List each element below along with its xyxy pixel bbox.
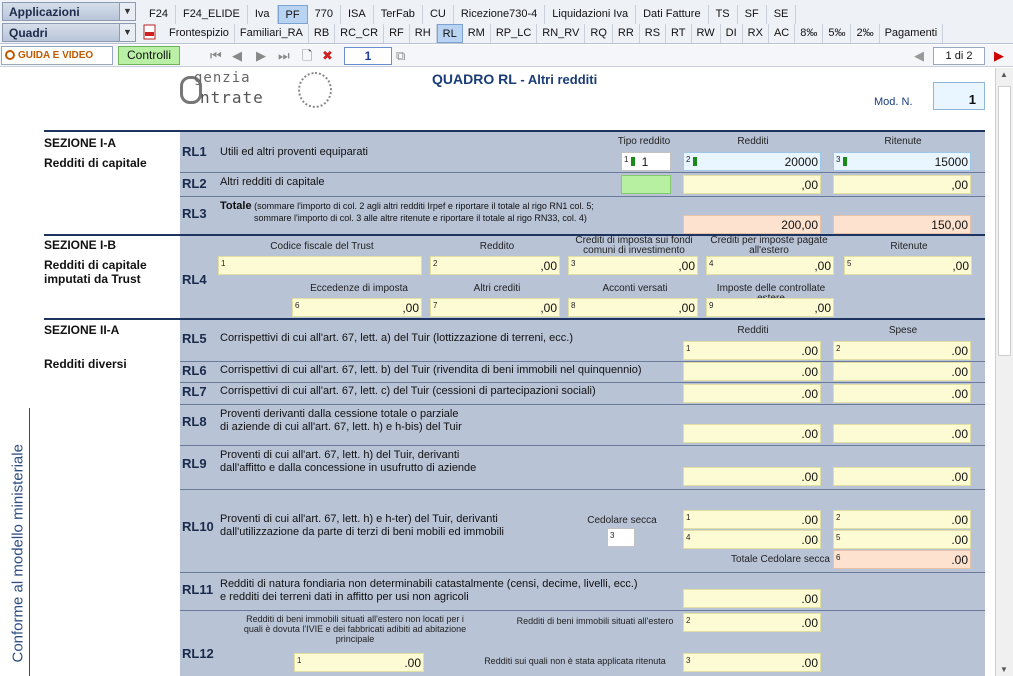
row-code-rl1: RL1	[182, 144, 207, 159]
top-toolbar	[0, 0, 1013, 44]
row-divider	[180, 172, 985, 173]
quadro-tab-ac[interactable]: AC	[769, 24, 795, 43]
scrollbar-thumb[interactable]	[998, 86, 1011, 356]
tab-sf[interactable]: SF	[738, 5, 767, 24]
quadri-select[interactable]	[2, 23, 136, 42]
quadri-tabs	[164, 23, 943, 43]
quadro-tab-rh[interactable]: RH	[410, 24, 437, 43]
chevron-down-icon[interactable]: ▼	[119, 3, 135, 20]
quadro-tab-rf[interactable]: RF	[384, 24, 410, 43]
rl6-redditi-field[interactable]: .00	[683, 362, 821, 381]
quadro-tab-rw[interactable]: RW	[692, 24, 721, 43]
quadro-tab-rc-cr[interactable]: RC_CR	[335, 24, 384, 43]
rl1-redditi-field[interactable]: 2 20000	[683, 152, 821, 171]
page-number-input[interactable]: 1	[344, 47, 392, 65]
row-label-rl3: Totale (sommare l'importo di col. 2 agli altri redditi Irpef e riportare il totale al rigo RN1 col. 5; sommare l'importo di col. 3 alle altre ritenute e riportare il totale al rigo RN33, col. 4)	[220, 200, 594, 223]
rl8-redditi-field[interactable]: .00	[683, 424, 821, 443]
rl12-non-ritenuta-field[interactable]: 3 .00	[683, 653, 821, 672]
quadro-tab-rn-rv[interactable]: RN_RV	[537, 24, 585, 43]
tab-dati-fatture[interactable]: Dati Fatture	[636, 5, 708, 24]
tab-pf[interactable]: PF	[278, 5, 308, 24]
quadro-tab-rq[interactable]: RQ	[585, 24, 613, 43]
header-altri-crediti: Altri crediti	[473, 283, 521, 294]
quadro-tab-rm[interactable]: RM	[463, 24, 491, 43]
applicazioni-select[interactable]	[2, 2, 136, 21]
rl7-spese-field[interactable]: .00	[833, 384, 971, 403]
rl4-altri-crediti-field[interactable]: 7 ,00	[430, 298, 560, 317]
row-label-rl10: Proventi di cui all'art. 67, lett. h) e h-ter) del Tuir, derivanti dall'utilizzazione da parte di terzi di beni mobili ed immobili	[220, 513, 504, 538]
tab-terfab[interactable]: TerFab	[374, 5, 423, 24]
rl6-spese-field[interactable]: .00	[833, 362, 971, 381]
rl10-redditi-field-4[interactable]: 4 .00	[683, 530, 821, 549]
row-divider	[180, 445, 985, 446]
quadro-rl-form	[0, 68, 995, 676]
quadro-tab-rl[interactable]: RL	[437, 24, 463, 43]
header-tipo-reddito: Tipo reddito	[617, 136, 671, 147]
row-label-rl5: Corrispettivi di cui all'art. 67, lett. a) del Tuir (lottizzazione di terreni, ecc.)	[220, 332, 574, 344]
rl1-tipo-field[interactable]: 1 1	[621, 152, 671, 171]
row-label-rl7: Corrispettivi di cui all'art. 67, lett. c) del Tuir (cessioni di partecipazioni sociali)	[220, 385, 596, 397]
rl2-redditi-field[interactable]: ,00	[683, 175, 821, 194]
tab-se[interactable]: SE	[767, 5, 797, 24]
form-toolbar	[0, 45, 1013, 67]
tab-770[interactable]: 770	[308, 5, 341, 24]
rl4-reddito-field[interactable]: 2 ,00	[430, 256, 560, 275]
quadro-tab-rr[interactable]: RR	[613, 24, 640, 43]
row-divider	[180, 489, 985, 490]
rl4-imposte-controllate-field[interactable]: 9 ,00	[706, 298, 834, 317]
row-code-rl10: RL10	[182, 519, 214, 534]
rl2-ritenute-field[interactable]: ,00	[833, 175, 971, 194]
chevron-down-icon[interactable]: ▼	[119, 24, 135, 41]
guida-label: GUIDA E VIDEO	[18, 50, 94, 61]
applicazioni-label: Applicazioni	[9, 5, 80, 19]
section-2a-title: SEZIONE II-A Redditi diversi	[44, 323, 127, 371]
controlli-button[interactable]	[118, 46, 180, 65]
header-cedolare-secca: Cedolare secca	[587, 515, 657, 526]
rl4-eccedenze-field[interactable]: 6 ,00	[292, 298, 422, 317]
logo-text-1: genzia	[194, 70, 251, 86]
tab-iva[interactable]: Iva	[248, 5, 278, 24]
rl8-spese-field[interactable]: .00	[833, 424, 971, 443]
tab-cu[interactable]: CU	[423, 5, 454, 24]
row-divider	[180, 196, 985, 197]
rl1-ritenute-field[interactable]: 3 15000	[833, 152, 971, 171]
rl4-ritenute-field[interactable]: 5 ,00	[844, 256, 972, 275]
quadro-tab-5-[interactable]: 5‰	[823, 24, 851, 43]
quadro-tab-di[interactable]: DI	[721, 24, 743, 43]
row-code-rl2: RL2	[182, 176, 207, 191]
pdf-icon[interactable]	[142, 24, 158, 40]
row-code-rl7: RL7	[182, 384, 207, 399]
first-page-icon[interactable]: ⏮	[210, 48, 222, 63]
rl11-redditi-field[interactable]: .00	[683, 589, 821, 608]
rl10-redditi-field-1[interactable]: 1 .00	[683, 510, 821, 529]
page-of-indicator: 1 di 2	[933, 47, 985, 65]
row-label-rl9: Proventi di cui all'art. 67, lett. h) del Tuir, derivanti dall'affitto e dalla concessione in usufrutto di aziende	[220, 449, 477, 474]
row-code-rl6: RL6	[182, 363, 207, 378]
tab-liquidazioni-iva[interactable]: Liquidazioni Iva	[545, 5, 636, 24]
header-rl12-col2: Redditi di beni immobili situati all'estero	[516, 616, 674, 626]
row-label-rl6: Corrispettivi di cui all'art. 67, lett. b) del Tuir (rivendita di beni immobili nel quinquennio)	[220, 364, 642, 376]
header-cf-trust: Codice fiscale del Trust	[270, 241, 374, 252]
next-module-icon[interactable]: ▶	[994, 48, 1004, 63]
rl3-ritenute-total: 150,00	[833, 215, 971, 234]
last-page-icon[interactable]: ⏭	[278, 48, 290, 63]
page-title: QUADRO RL - Altri redditi	[432, 71, 598, 87]
header-eccedenze: Eccedenze di imposta	[310, 283, 408, 294]
rl3-redditi-total: 200,00	[683, 215, 821, 234]
quadro-tab-rp-lc[interactable]: RP_LC	[491, 24, 537, 43]
row-code-rl11: RL11	[182, 582, 214, 597]
tab-f24-elide[interactable]: F24_ELIDE	[176, 5, 248, 24]
row-label-rl2: Altri redditi di capitale	[220, 176, 325, 188]
vertical-scrollbar[interactable]	[995, 68, 1013, 676]
rl9-redditi-field[interactable]: .00	[683, 467, 821, 486]
quadro-tab-8-[interactable]: 8‰	[795, 24, 823, 43]
delete-page-icon[interactable]: ✖	[322, 48, 333, 63]
rl4-crediti-fondi-field[interactable]: 3 ,00	[568, 256, 698, 275]
rl10-totale-cedolare-field: 6 .00	[833, 550, 971, 569]
controlli-label: Controlli	[126, 48, 171, 62]
row-code-rl4: RL4	[182, 272, 207, 287]
quadro-tab-pagamenti[interactable]: Pagamenti	[880, 24, 944, 43]
header-ritenute-trust: Ritenute	[890, 241, 928, 252]
mod-n-field[interactable]: 1	[933, 82, 985, 110]
rl2-tipo-field[interactable]	[621, 175, 671, 194]
header-spese: Spese	[888, 325, 918, 336]
quadro-tab-rx[interactable]: RX	[743, 24, 769, 43]
row-code-rl9: RL9	[182, 456, 207, 471]
rl12-ivie-field[interactable]: 1 .00	[294, 653, 424, 672]
section-1a-title: SEZIONE I-A Redditi di capitale	[44, 136, 147, 170]
scroll-up-icon[interactable]: ▲	[1000, 70, 1008, 79]
rl10-cedolare-checkbox[interactable]: 3	[607, 528, 635, 547]
header-reddito: Reddito	[479, 241, 515, 252]
rl5-redditi-field[interactable]: 1 .00	[683, 341, 821, 360]
quadro-tab-frontespizio[interactable]: Frontespizio	[164, 24, 235, 43]
module-tabs	[142, 4, 796, 24]
quadro-tab-rs[interactable]: RS	[640, 24, 666, 43]
vertical-caption: Conforme al modello ministeriale	[9, 444, 27, 663]
row-label-rl8: Proventi derivanti dalla cessione totale o parziale di aziende di cui all'art. 67, lett. h) e h-bis) del Tuir	[220, 408, 462, 433]
header-redditi-diversi: Redditi	[737, 325, 769, 336]
help-icon	[5, 50, 15, 60]
header-rl12-col3: Redditi sui quali non è stata applicata ritenuta	[484, 656, 666, 666]
header-crediti-estero: Crediti per imposte pagate all'estero	[710, 235, 828, 256]
header-ritenute: Ritenute	[884, 136, 922, 147]
tab-isa[interactable]: ISA	[341, 5, 374, 24]
row-code-rl3: RL3	[182, 206, 207, 221]
header-acconti: Acconti versati	[602, 283, 668, 294]
rl4-acconti-field[interactable]: 8 ,00	[568, 298, 698, 317]
row-label-rl1: Utili ed altri proventi equiparati	[220, 146, 368, 158]
copy-page-icon[interactable]: ⧉	[396, 48, 406, 63]
tab-ts[interactable]: TS	[709, 5, 738, 24]
rl5-spese-field[interactable]: 2 .00	[833, 341, 971, 360]
row-divider	[180, 610, 985, 611]
row-code-rl12: RL12	[182, 646, 214, 661]
next-page-icon[interactable]: ▶	[256, 48, 266, 63]
rl10-spese-field-5[interactable]: 5 .00	[833, 530, 971, 549]
vertical-divider	[29, 408, 30, 676]
row-divider	[180, 572, 985, 573]
prev-page-icon[interactable]: ◀	[232, 48, 242, 63]
tab-ricezione730-4[interactable]: Ricezione730-4	[454, 5, 545, 24]
row-code-rl8: RL8	[182, 414, 207, 429]
rl10-spese-field-2[interactable]: 2 .00	[833, 510, 971, 529]
header-imposte-controllate: Imposte delle controllate	[716, 283, 826, 294]
rl4-crediti-estero-field[interactable]: 4 ,00	[706, 256, 834, 275]
header-redditi: Redditi	[737, 136, 769, 147]
rl9-spese-field[interactable]: .00	[833, 467, 971, 486]
header-rl12-col1: Redditi di beni immobili situati all'estero non locati per i quali è dovuta l'IVIE e dei fabbricati adibiti ad abitazione principale	[243, 614, 467, 644]
quadro-tab-familiari-ra[interactable]: Familiari_RA	[235, 24, 309, 43]
scroll-down-icon[interactable]: ▼	[1000, 665, 1008, 674]
quadri-label: Quadri	[9, 26, 48, 40]
rl4-cf-trust-field[interactable]: 1	[218, 256, 422, 275]
rl12-immobili-estero-field[interactable]: 2 .00	[683, 613, 821, 632]
mod-n-label: Mod. N.	[874, 96, 913, 108]
section-1b-title: SEZIONE I-B Redditi di capitale imputati da Trust	[44, 238, 147, 286]
guida-video-button[interactable]	[1, 46, 113, 65]
label-totale-cedolare: Totale Cedolare secca	[731, 554, 830, 565]
row-label-rl11: Redditi di natura fondiaria non determinabili catastalmente (censi, decime, livelli, ecc.) e redditi dei terreni dati in affitto per usi non agricoli	[220, 578, 638, 603]
row-divider	[180, 382, 985, 383]
header-crediti-fondi: Crediti di imposta sui fondi comuni di investimento	[575, 235, 693, 256]
row-divider	[180, 404, 985, 405]
quadro-tab-rt[interactable]: RT	[666, 24, 691, 43]
row-code-rl5: RL5	[182, 331, 207, 346]
tab-f24[interactable]: F24	[142, 5, 176, 24]
new-page-icon[interactable]: 🗋	[302, 48, 313, 63]
quadro-tab-2-[interactable]: 2‰	[851, 24, 879, 43]
quadro-tab-rb[interactable]: RB	[309, 24, 335, 43]
rl7-redditi-field[interactable]: .00	[683, 384, 821, 403]
republic-emblem-icon	[298, 72, 332, 108]
logo-text-2: ntrate	[200, 88, 264, 107]
prev-module-icon[interactable]: ◀	[914, 48, 924, 63]
